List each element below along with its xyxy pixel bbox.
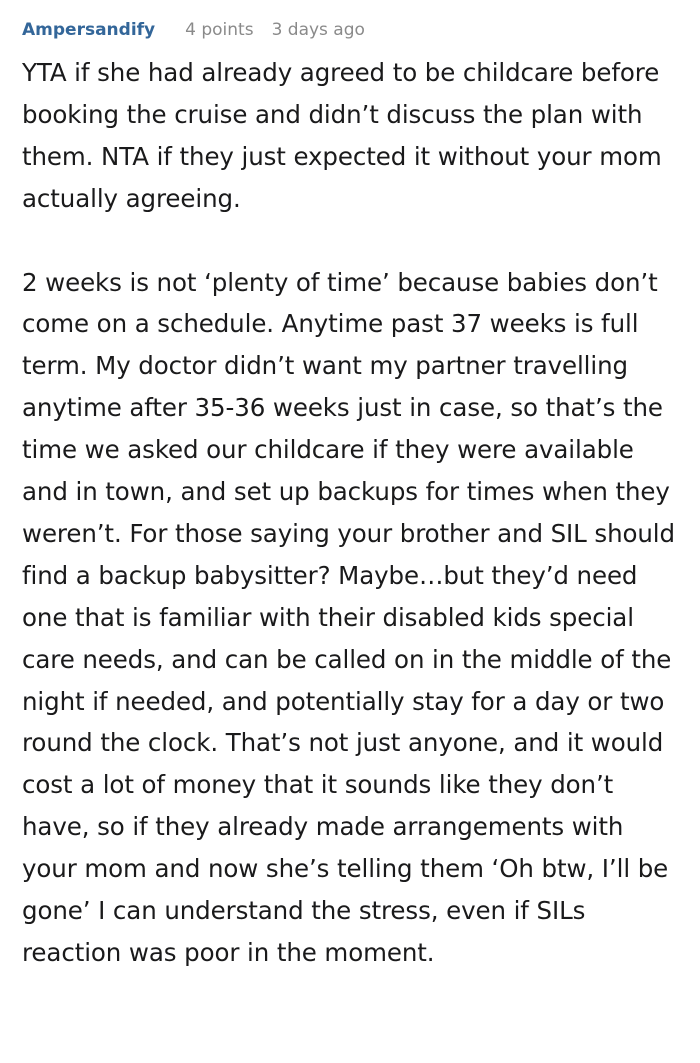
comment-timestamp: 3 days ago (271, 20, 365, 40)
comment-points: 4 points (185, 20, 254, 40)
comment-paragraph: YTA if she had already agreed to be childcare before booking the cruise and didn’t discuss the plan with them. NTA if they just expected it without your mom actually agreeing. (22, 58, 662, 213)
comment-author-link[interactable]: Ampersandify (22, 20, 156, 40)
comment-body (22, 52, 678, 974)
comment-paragraph: 2 weeks is not ‘plenty of time’ because babies don’t come on a schedule. Anytime past 37 weeks is full term. My doctor didn’t want my partner travelling anytime after 35-36 weeks just in case, so that’s the time we asked our childcare if they were available and in town, and set up backups for times when they weren’t. For those saying your brother and SIL should find a backup babysitter? Maybe…but they’d need one that is familiar with their disabled kids special care needs, and can be called on in the middle of the night if needed, and potentially stay for a day or two round the clock. That’s not just anyone, and it would cost a lot of money that it sounds like they don’t have, so if they already made arrangements with your mom and now she’s telling them ‘Oh btw, I’ll be gone’ I can understand the stress, even if SILs reaction was poor in the moment. (22, 267, 675, 968)
comment-meta (22, 14, 678, 46)
